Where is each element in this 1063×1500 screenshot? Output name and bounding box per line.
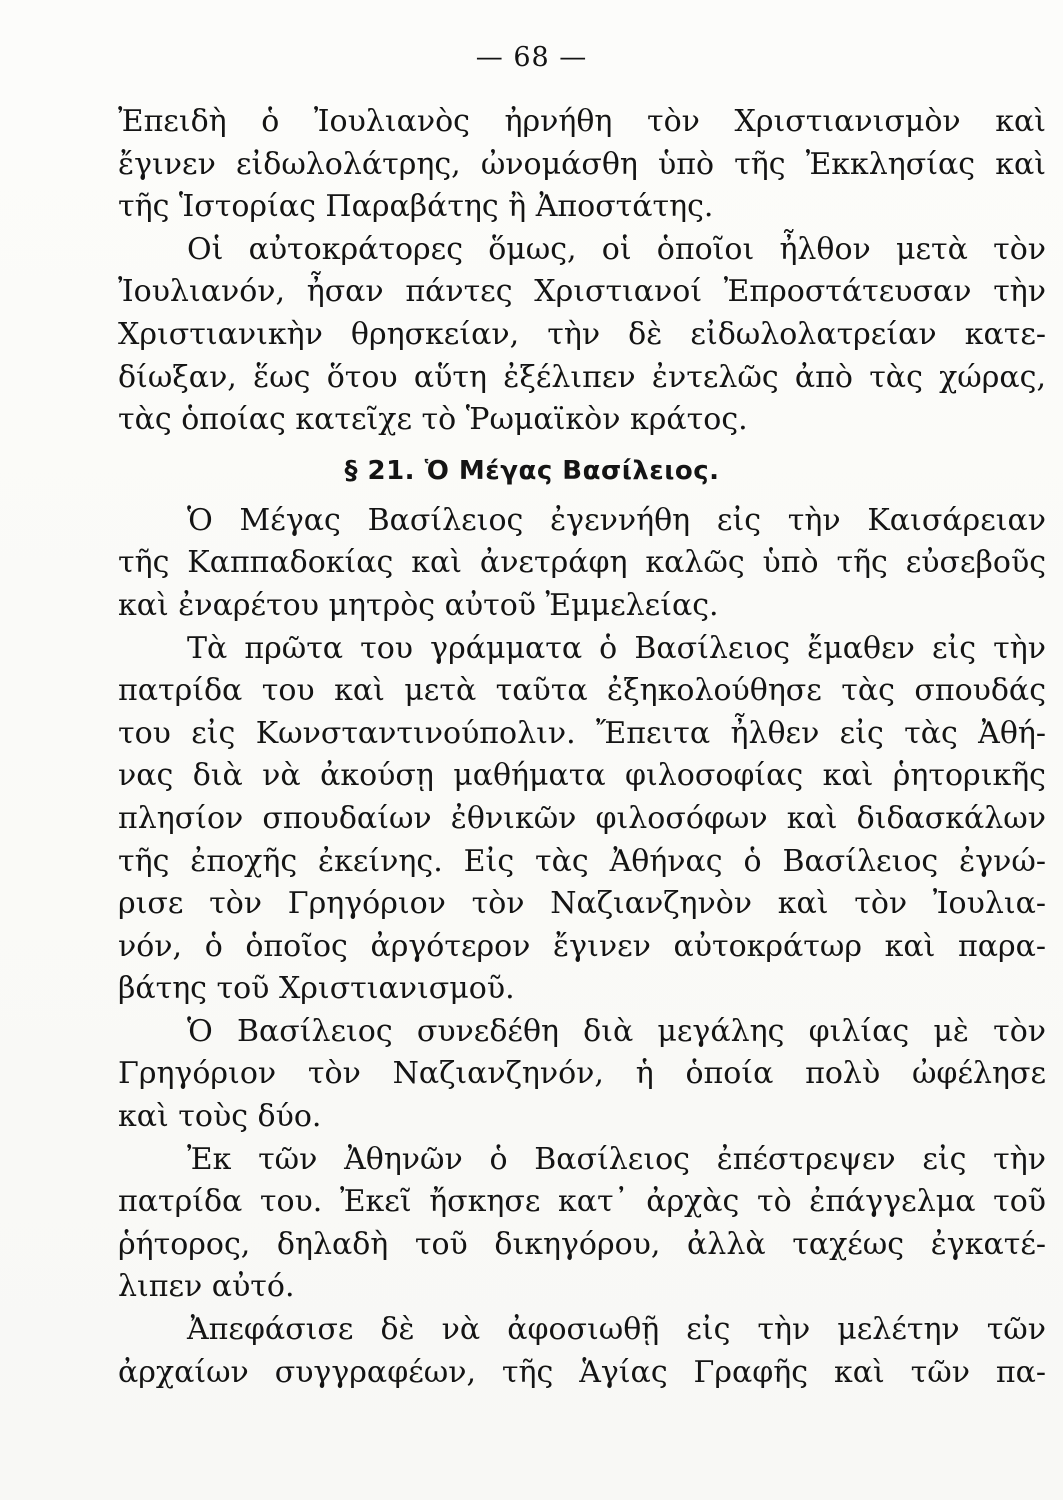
text-line: πατρίδα του καὶ μετὰ ταῦτα ἐξηκολούθησε τὰς σπουδάς [118,673,1046,709]
text-line: ῥήτορος, δηλαδὴ τοῦ δικηγόρου, ἀλλὰ ταχέως ἐγκατέ- [118,1226,1046,1262]
text-line: τῆς Ἱστορίας Παραβάτης ἢ Ἀποστάτης. [118,189,714,225]
text-line: ἀρχαίων συγγραφέων, τῆς Ἁγίας Γραφῆς καὶ τῶν πα- [118,1354,1046,1390]
text-line: Χριστιανικὴν θρησκείαν, τὴν δὲ εἰδωλολατρείαν κατε- [118,316,1046,352]
text-line: Ἰουλιανόν, ἦσαν πάντες Χριστιανοί Ἐπροστάτευσαν τὴν [118,274,1046,310]
section-heading: § 21. Ὁ Μέγας Βασίλειος. [344,455,720,486]
text-line: βάτης τοῦ Χριστιανισμοῦ. [118,971,515,1007]
text-line: Ἀπεφάσισε δὲ νὰ ἀφοσιωθῇ εἰς τὴν μελέτην τῶν [187,1312,1046,1348]
text-line: τῆς ἐποχῆς ἐκείνης. Εἰς τὰς Ἀθήνας ὁ Βασίλειος ἐγνώ- [118,843,1046,879]
text-line: Οἱ αὐτοκράτορες ὅμως, οἱ ὁποῖοι ἦλθον μετὰ τὸν [187,231,1046,267]
text-line: τῆς Καππαδοκίας καὶ ἀνετράφη καλῶς ὑπὸ τῆς εὐσεβοῦς [118,545,1046,581]
text-line: Ὁ Βασίλειος συνεδέθη διὰ μεγάλης φιλίας μὲ τὸν [187,1013,1046,1049]
text-line: ρισε τὸν Γρηγόριον τὸν Ναζιανζηνὸν καὶ τὸν Ἰουλια- [118,886,1046,922]
text-line: Γρηγόριον τὸν Ναζιανζηνόν, ἡ ὁποία πολὺ ὠφέλησε [118,1056,1046,1092]
text-line: λιπεν αὐτό. [118,1269,295,1305]
text-line: πλησίον σπουδαίων ἐθνικῶν φιλοσόφων καὶ διδασκάλων [118,800,1046,836]
text-line: τὰς ὁποίας κατεῖχε τὸ Ῥωμαϊκὸν κράτος. [118,402,748,438]
text-line: του εἰς Κωνσταντινούπολιν. Ἔπειτα ἦλθεν εἰς τὰς Ἀθή- [118,715,1046,751]
text-line: Ἐκ τῶν Ἀθηνῶν ὁ Βασίλειος ἐπέστρεψεν εἰς τὴν [187,1141,1046,1177]
body-text [118,101,1046,1394]
text-line: νόν, ὁ ὁποῖος ἀργότερον ἔγινεν αὐτοκράτωρ καὶ παρα- [118,928,1046,964]
text-line: Ὁ Μέγας Βασίλειος ἐγεννήθη εἰς τὴν Καισάρειαν [187,502,1046,538]
text-line: Τὰ πρῶτα του γράμματα ὁ Βασίλειος ἔμαθεν εἰς τὴν [187,630,1046,666]
page-number: — 68 — [475,42,588,73]
text-line: δίωξαν, ἕως ὅτου αὕτη ἐξέλιπεν ἐντελῶς ἀπὸ τὰς χώρας, [118,359,1046,395]
text-line: ἔγινεν εἰδωλολάτρης, ὠνομάσθη ὑπὸ τῆς Ἐκκλησίας καὶ [118,146,1046,182]
text-line: νας διὰ νὰ ἀκούσῃ μαθήματα φιλοσοφίας καὶ ῥητορικῆς [118,758,1046,794]
text-line: καὶ ἐναρέτου μητρὸς αὐτοῦ Ἐμμελείας. [118,587,719,623]
text-line: καὶ τοὺς δύο. [118,1099,322,1135]
text-line: Ἐπειδὴ ὁ Ἰουλιανὸς ἠρνήθη τὸν Χριστιανισμὸν καὶ [118,104,1046,139]
text-line: πατρίδα του. Ἐκεῖ ἤσκησε κατ᾽ ἀρχὰς τὸ ἐπάγγελμα τοῦ [118,1184,1046,1220]
